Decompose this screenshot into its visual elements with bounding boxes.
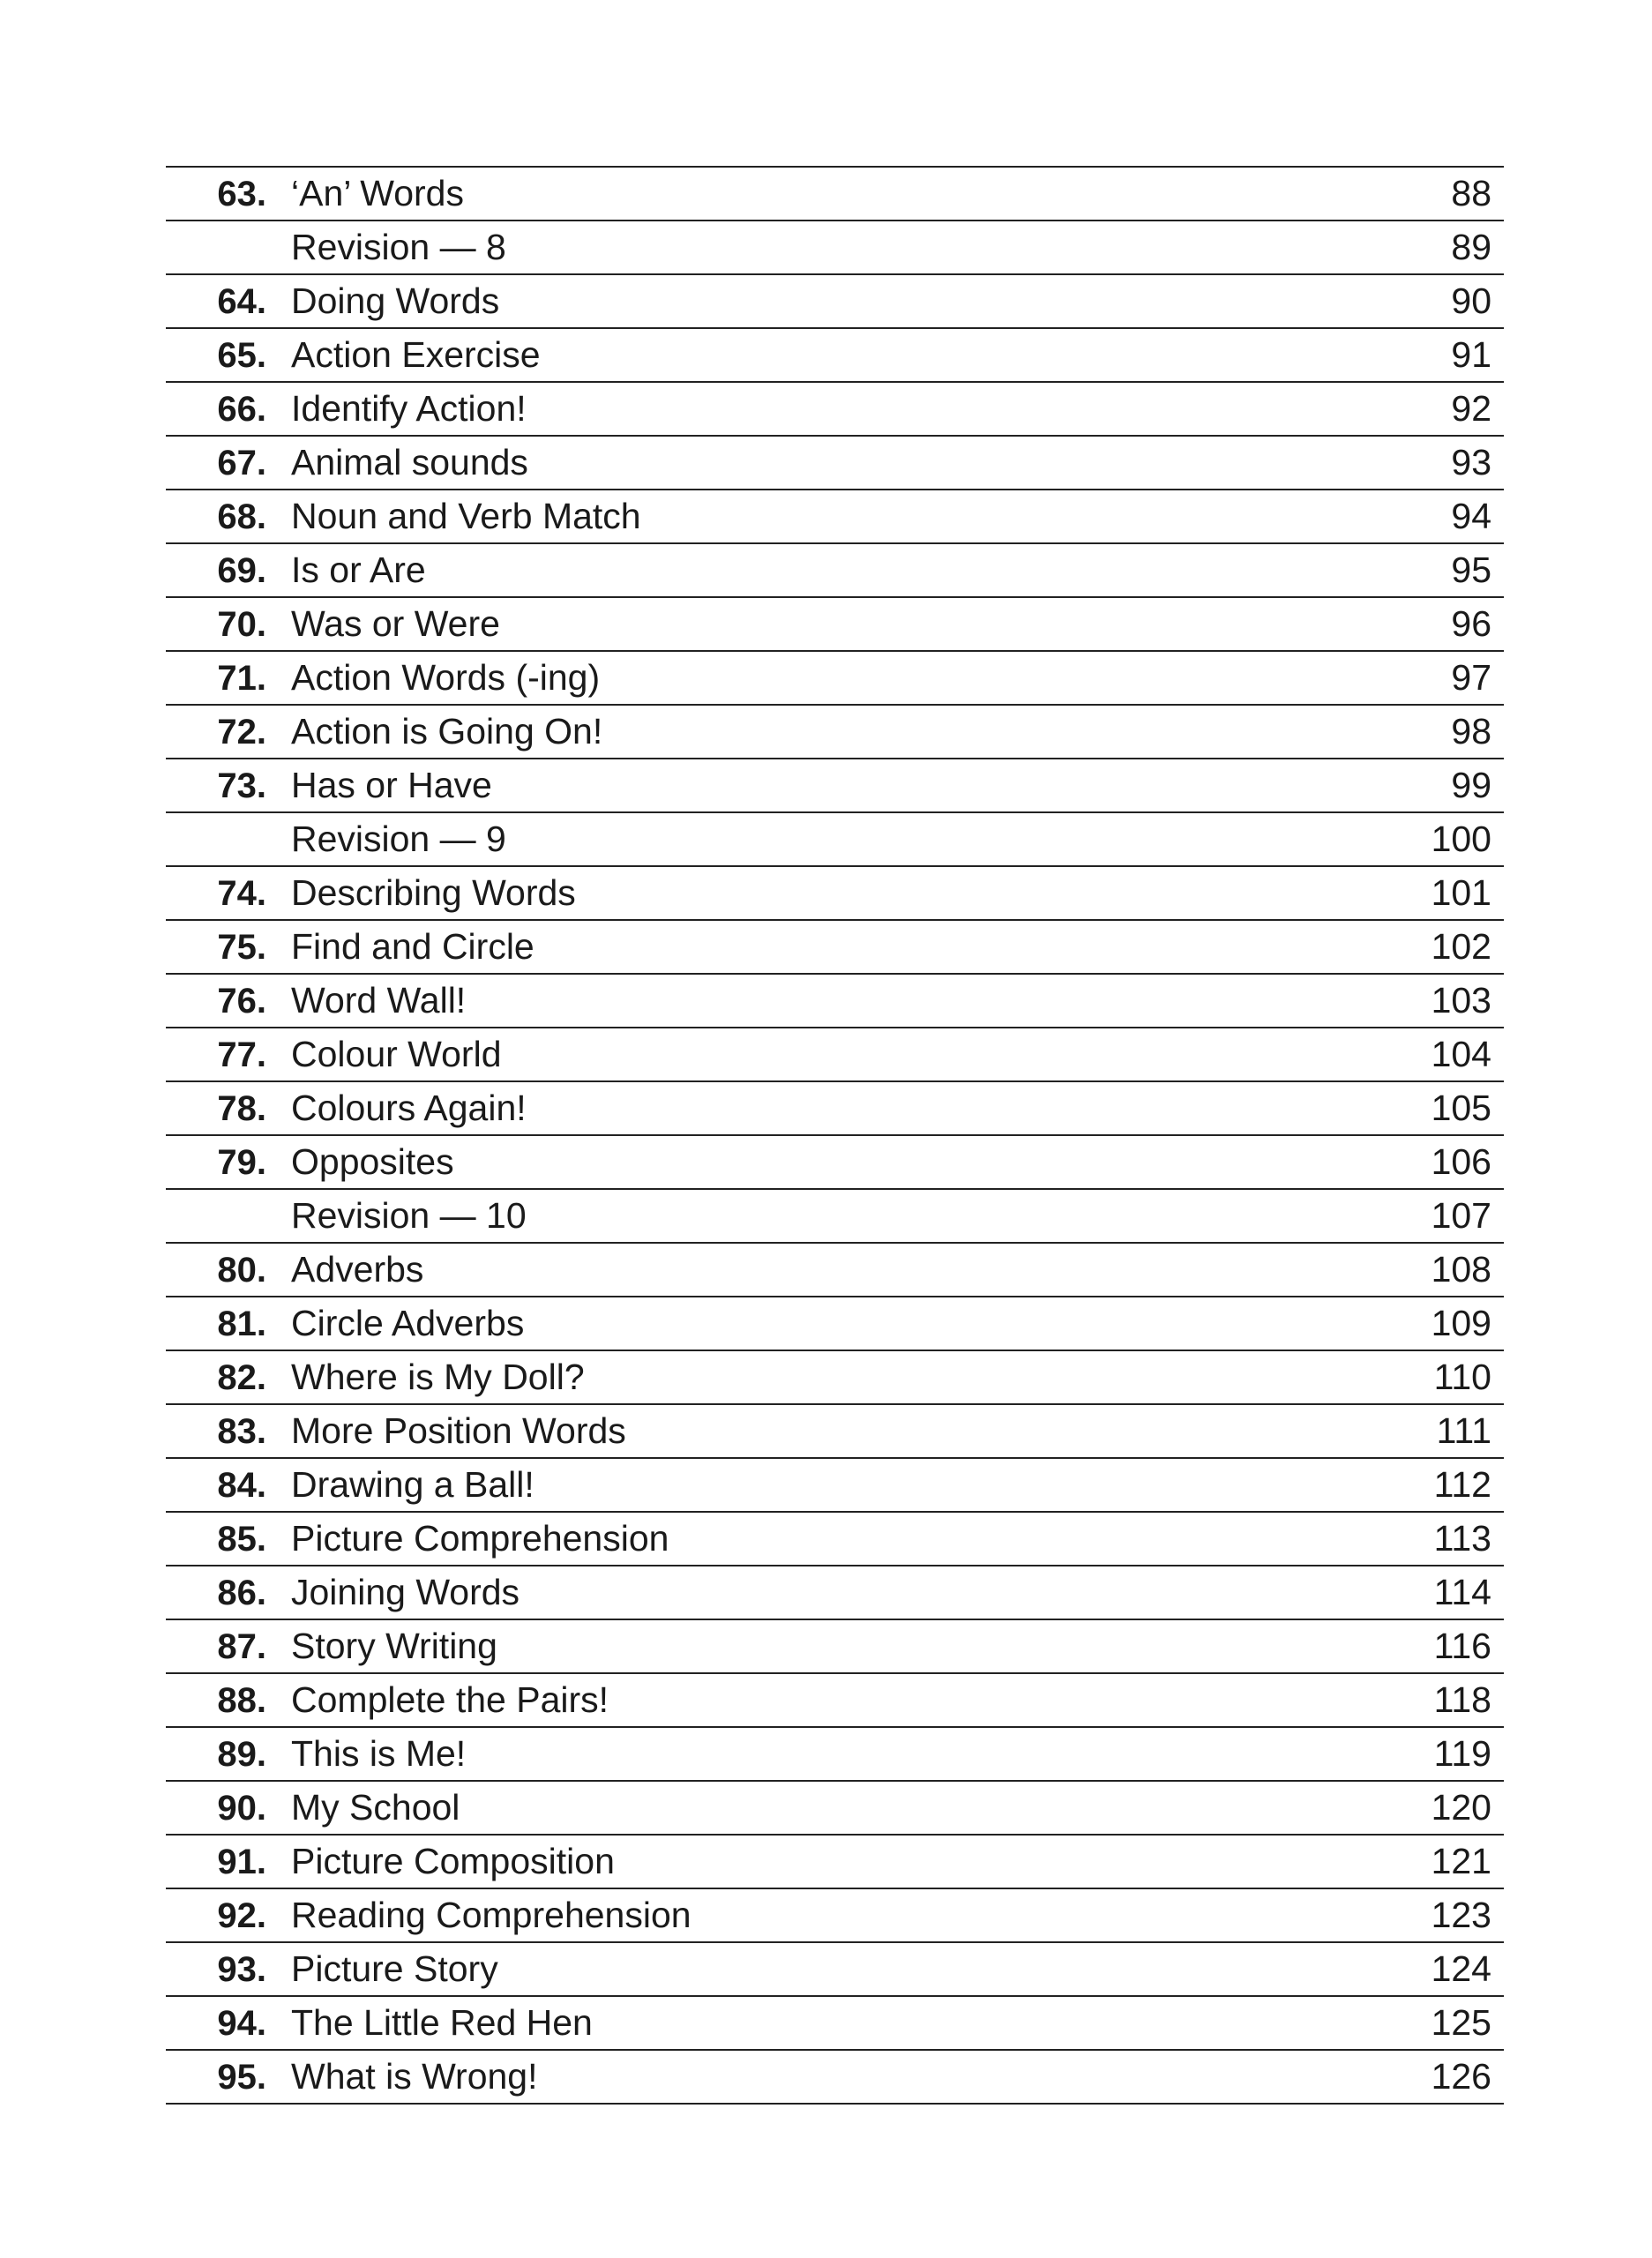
- chapter-number: 74.: [217, 873, 266, 913]
- chapter-number: 75.: [217, 927, 266, 967]
- chapter-number: 79.: [217, 1142, 266, 1182]
- toc-row: [166, 1889, 1504, 1943]
- toc-row: [166, 598, 1504, 652]
- page-number: 118: [1433, 1679, 1491, 1720]
- chapter-title: Picture Story: [291, 1948, 498, 1989]
- toc-row: [166, 2051, 1504, 2105]
- toc-row: [166, 1351, 1504, 1405]
- page-number: 114: [1433, 1572, 1491, 1612]
- chapter-title: Picture Comprehension: [291, 1518, 669, 1559]
- page-number: 102: [1431, 926, 1491, 967]
- toc-row: [166, 1620, 1504, 1674]
- page-number: 119: [1433, 1733, 1491, 1774]
- chapter-number: 70.: [217, 604, 266, 644]
- toc-row: [166, 1836, 1504, 1889]
- toc-row: [166, 168, 1504, 221]
- page-number: 101: [1431, 872, 1491, 913]
- chapter-title: Action Words (-ing): [291, 657, 601, 698]
- chapter-title: Complete the Pairs!: [291, 1679, 609, 1720]
- chapter-title: Identify Action!: [291, 388, 527, 429]
- page-number: 124: [1431, 1948, 1491, 1989]
- chapter-number: 85.: [217, 1519, 266, 1559]
- page-number: 99: [1451, 765, 1491, 805]
- chapter-number: 73.: [217, 766, 266, 805]
- toc-row: [166, 221, 1504, 275]
- chapter-number: 63.: [217, 174, 266, 213]
- page-number: 125: [1431, 2002, 1491, 2043]
- chapter-number: 86.: [217, 1573, 266, 1612]
- chapter-title: More Position Words: [291, 1410, 626, 1451]
- chapter-title: Animal sounds: [291, 442, 528, 482]
- toc-row: [166, 1405, 1504, 1459]
- chapter-number: 65.: [217, 335, 266, 375]
- page-number: 120: [1431, 1787, 1491, 1828]
- toc-row: [166, 1674, 1504, 1728]
- chapter-title: ‘An’ Words: [291, 173, 464, 213]
- toc-row: [166, 1297, 1504, 1351]
- page-number: 112: [1433, 1464, 1491, 1505]
- chapter-number: 67.: [217, 443, 266, 482]
- page-number: 98: [1451, 711, 1491, 751]
- toc-row: [166, 544, 1504, 598]
- toc-row: [166, 759, 1504, 813]
- chapter-number: 80.: [217, 1250, 266, 1290]
- chapter-number: 91.: [217, 1842, 266, 1881]
- page-number: 106: [1431, 1141, 1491, 1182]
- page-number: 96: [1451, 603, 1491, 644]
- toc-row: [166, 490, 1504, 544]
- chapter-number: 92.: [217, 1895, 266, 1935]
- toc-row: [166, 383, 1504, 437]
- chapter-title: Circle Adverbs: [291, 1303, 525, 1343]
- chapter-number: 83.: [217, 1411, 266, 1451]
- page-number: 91: [1451, 334, 1491, 375]
- page-number: 105: [1431, 1088, 1491, 1128]
- toc-row: [166, 1028, 1504, 1082]
- chapter-number: 66.: [217, 389, 266, 429]
- toc-row: [166, 1943, 1504, 1997]
- chapter-title: Revision — 9: [291, 819, 506, 859]
- toc-row: [166, 975, 1504, 1028]
- page-number: 110: [1433, 1357, 1491, 1397]
- chapter-title: My School: [291, 1787, 460, 1828]
- toc-row: [166, 1190, 1504, 1244]
- chapter-number: 71.: [217, 658, 266, 698]
- page-number: 116: [1433, 1626, 1491, 1666]
- page-number: 109: [1431, 1303, 1491, 1343]
- chapter-title: Action is Going On!: [291, 711, 603, 751]
- chapter-number: 68.: [217, 497, 266, 536]
- page-number: 113: [1433, 1518, 1491, 1559]
- page-number: 88: [1451, 173, 1491, 213]
- chapter-title: Noun and Verb Match: [291, 496, 641, 536]
- page-number: 107: [1431, 1195, 1491, 1236]
- chapter-number: 77.: [217, 1035, 266, 1074]
- chapter-number: 64.: [217, 281, 266, 321]
- chapter-title: Story Writing: [291, 1626, 497, 1666]
- table-of-contents: [166, 166, 1504, 2105]
- toc-row: [166, 1728, 1504, 1782]
- page-number: 89: [1451, 227, 1491, 267]
- chapter-title: Find and Circle: [291, 926, 534, 967]
- page-number: 97: [1451, 657, 1491, 698]
- page-number: 103: [1431, 980, 1491, 1021]
- chapter-title: Where is My Doll?: [291, 1357, 585, 1397]
- toc-row: [166, 921, 1504, 975]
- toc-row: [166, 652, 1504, 706]
- toc-row: [166, 867, 1504, 921]
- toc-row: [166, 437, 1504, 490]
- chapter-number: 87.: [217, 1626, 266, 1666]
- toc-row: [166, 275, 1504, 329]
- page-number: 111: [1436, 1410, 1491, 1451]
- page-number: 123: [1431, 1895, 1491, 1935]
- chapter-number: 94.: [217, 2003, 266, 2043]
- page-number: 93: [1451, 442, 1491, 482]
- page-number: 121: [1431, 1841, 1491, 1881]
- chapter-number: 89.: [217, 1734, 266, 1774]
- chapter-title: Describing Words: [291, 872, 576, 913]
- toc-row: [166, 1244, 1504, 1297]
- chapter-title: What is Wrong!: [291, 2056, 538, 2097]
- chapter-title: Revision — 8: [291, 227, 506, 267]
- page-number: 94: [1451, 496, 1491, 536]
- chapter-title: The Little Red Hen: [291, 2002, 593, 2043]
- toc-row: [166, 1513, 1504, 1566]
- toc-row: [166, 706, 1504, 759]
- toc-row: [166, 1782, 1504, 1836]
- toc-row: [166, 1459, 1504, 1513]
- chapter-title: Word Wall!: [291, 980, 467, 1021]
- toc-row: [166, 813, 1504, 867]
- chapter-title: Adverbs: [291, 1249, 424, 1290]
- chapter-number: 81.: [217, 1304, 266, 1343]
- chapter-title: Has or Have: [291, 765, 492, 805]
- chapter-title: Colour World: [291, 1034, 502, 1074]
- chapter-number: 93.: [217, 1949, 266, 1989]
- toc-row: [166, 1082, 1504, 1136]
- chapter-number: 84.: [217, 1465, 266, 1505]
- chapter-number: 78.: [217, 1088, 266, 1128]
- page-number: 108: [1431, 1249, 1491, 1290]
- page-number: 90: [1451, 280, 1491, 321]
- page-number: 95: [1451, 550, 1491, 590]
- chapter-title: Drawing a Ball!: [291, 1464, 534, 1505]
- chapter-title: Joining Words: [291, 1572, 520, 1612]
- page-number: 104: [1431, 1034, 1491, 1074]
- toc-row: [166, 1997, 1504, 2051]
- chapter-title: Was or Were: [291, 603, 500, 644]
- chapter-number: 76.: [217, 981, 266, 1021]
- chapter-number: 82.: [217, 1357, 266, 1397]
- toc-row: [166, 1566, 1504, 1620]
- chapter-title: Reading Comprehension: [291, 1895, 691, 1935]
- chapter-number: 72.: [217, 712, 266, 751]
- chapter-title: Doing Words: [291, 280, 500, 321]
- chapter-number: 69.: [217, 550, 266, 590]
- page-number: 100: [1431, 819, 1491, 859]
- chapter-title: Is or Are: [291, 550, 426, 590]
- page-number: 92: [1451, 388, 1491, 429]
- chapter-title: Revision — 10: [291, 1195, 527, 1236]
- chapter-number: 90.: [217, 1788, 266, 1828]
- chapter-title: Action Exercise: [291, 334, 541, 375]
- chapter-title: Opposites: [291, 1141, 454, 1182]
- page-number: 126: [1431, 2056, 1491, 2097]
- chapter-title: Colours Again!: [291, 1088, 527, 1128]
- chapter-number: 88.: [217, 1680, 266, 1720]
- chapter-title: This is Me!: [291, 1733, 467, 1774]
- chapter-number: 95.: [217, 2057, 266, 2097]
- toc-row: [166, 329, 1504, 383]
- toc-row: [166, 1136, 1504, 1190]
- chapter-title: Picture Composition: [291, 1841, 615, 1881]
